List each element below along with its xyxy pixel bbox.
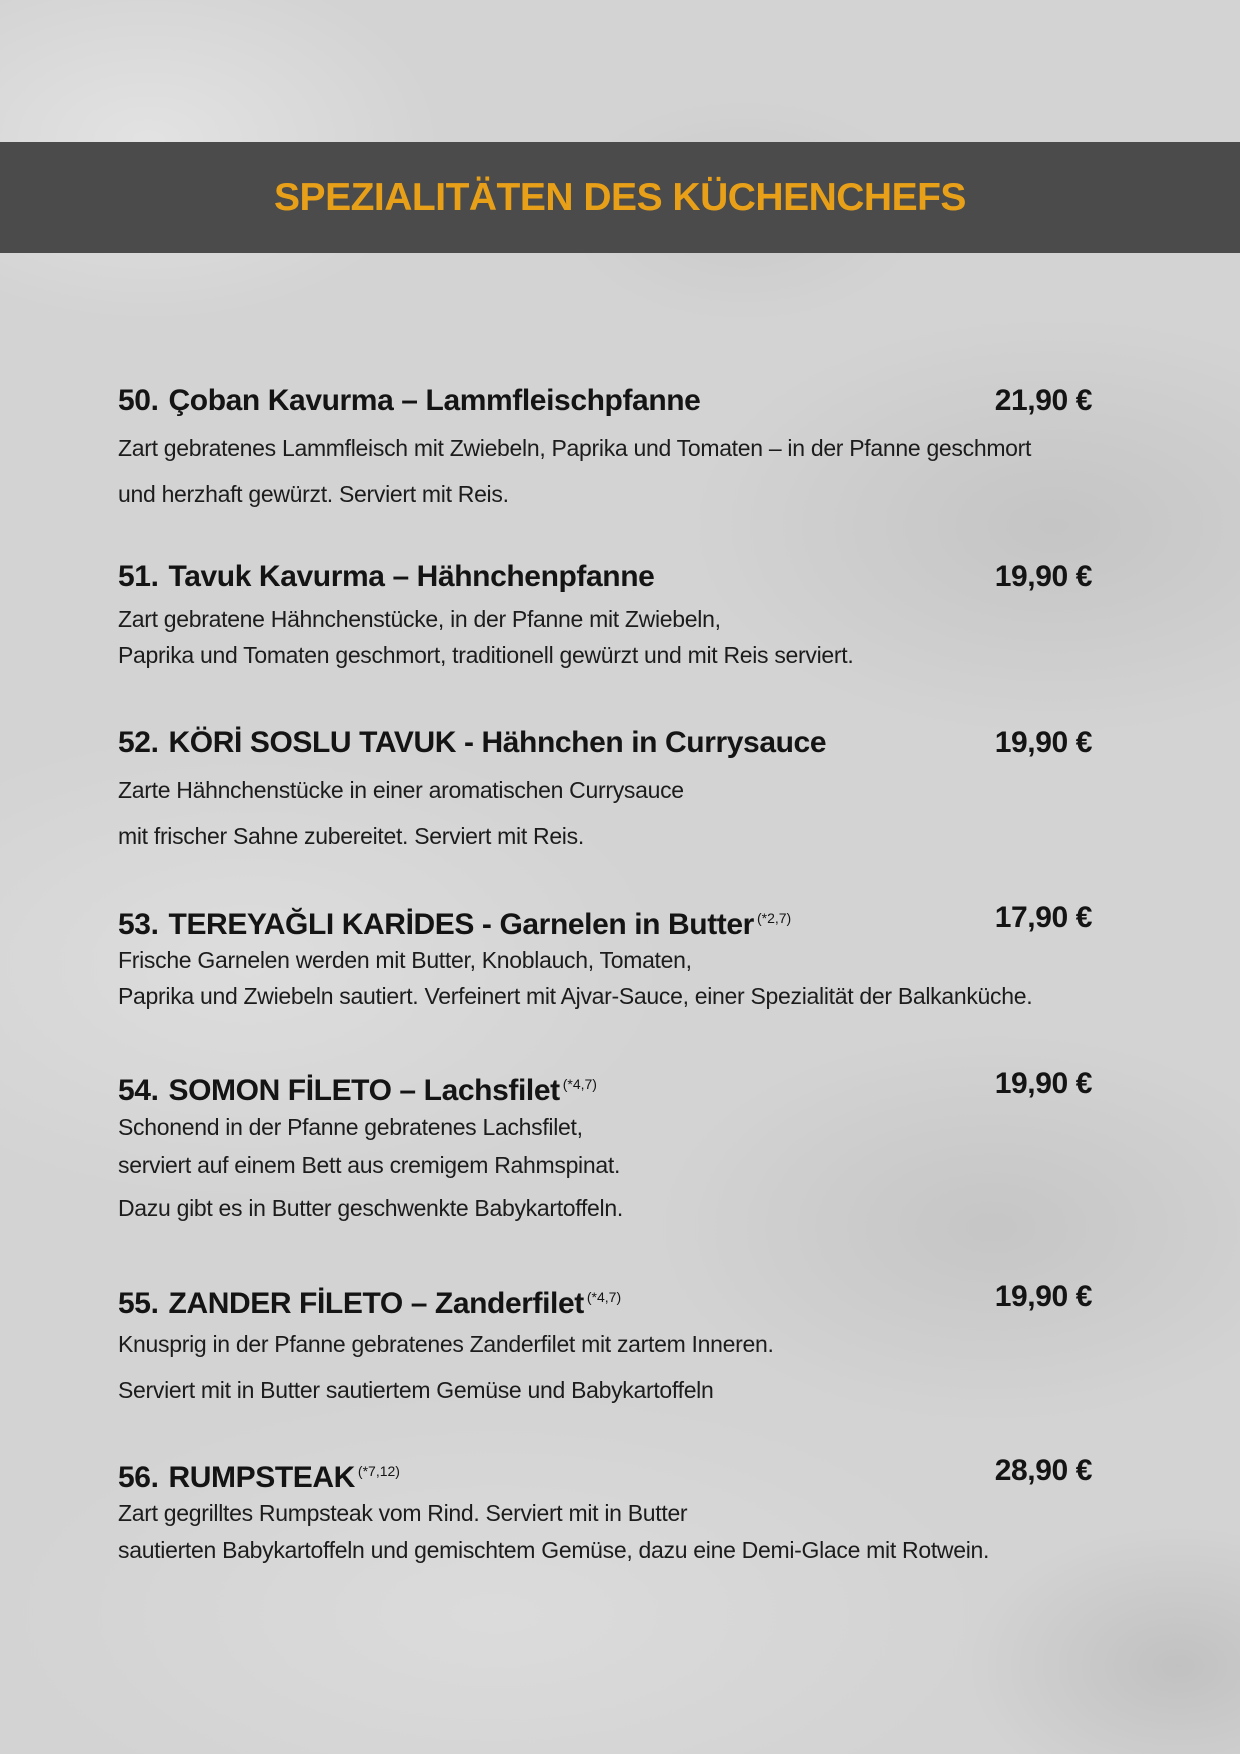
- dish-description: [118, 767, 1118, 859]
- dish-number: 52.: [118, 726, 159, 759]
- description-line: Zart gebratene Hähnchenstücke, in der Pfanne mit Zwiebeln,: [118, 606, 721, 632]
- description-line: Paprika und Tomaten geschmort, traditionell gewürzt und mit Reis serviert.: [118, 642, 854, 668]
- dish-title: Tavuk Kavurma – Hähnchenpfanne: [168, 560, 655, 593]
- menu-item: [118, 381, 1118, 517]
- dish-description: [118, 942, 1118, 1014]
- description-line: Serviert mit in Butter sautiertem Gemüse und Babykartoffeln: [118, 1377, 714, 1403]
- dish-price: 19,90 €: [994, 726, 1092, 759]
- dish-description: [118, 1108, 1118, 1232]
- description-line: Schonend in der Pfanne gebratenes Lachsfilet,: [118, 1114, 583, 1140]
- menu-item: [118, 1064, 1118, 1232]
- description-line: sautierten Babykartoffeln und gemischtem Gemüse, dazu eine Demi-Glace mit Rotwein.: [118, 1537, 990, 1563]
- allergen-note: (*4,7): [562, 1076, 597, 1092]
- dish-title: SOMON FİLETO – Lachsfilet: [168, 1074, 560, 1107]
- allergen-note: (*4,7): [586, 1289, 622, 1305]
- description-line: Zart gegrilltes Rumpsteak vom Rind. Serviert mit in Butter: [118, 1500, 688, 1526]
- dish-name: [118, 381, 700, 421]
- description-line: Dazu gibt es in Butter geschwenkte Babykartoffeln.: [118, 1195, 623, 1221]
- dish-price: 19,90 €: [994, 1067, 1092, 1100]
- dish-title: TEREYAĞLI KARİDES - Garnelen in Butter: [168, 908, 754, 941]
- dish-number: 51.: [118, 560, 159, 593]
- dish-price: 28,90 €: [994, 1454, 1092, 1487]
- dish-name: [118, 723, 826, 763]
- section-title: SPEZIALITÄTEN DES KÜCHENCHEFS: [274, 175, 966, 219]
- dish-description: [118, 1495, 1118, 1569]
- dish-name: [118, 1277, 621, 1324]
- menu-item: [118, 1277, 1118, 1413]
- dish-price: 21,90 €: [994, 384, 1092, 417]
- dish-number: 56.: [118, 1461, 159, 1494]
- allergen-note: (*2,7): [756, 910, 792, 926]
- description-line: Zart gebratenes Lammfleisch mit Zwiebeln, Paprika und Tomaten – in der Pfanne geschmort: [118, 435, 1032, 461]
- description-line: und herzhaft gewürzt. Serviert mit Reis.: [118, 481, 509, 507]
- dish-description: [118, 601, 1118, 673]
- dish-title: ZANDER FİLETO – Zanderfilet: [168, 1287, 584, 1320]
- description-line: Paprika und Zwiebeln sautiert. Verfeinert mit Ajvar-Sauce, einer Spezialität der Balkanküche.: [118, 983, 1033, 1009]
- dish-name: [118, 898, 791, 945]
- dish-title: Çoban Kavurma – Lammfleischpfanne: [168, 384, 701, 417]
- description-line: Frische Garnelen werden mit Butter, Knoblauch, Tomaten,: [118, 947, 692, 973]
- dish-name: [118, 557, 654, 597]
- dish-title: RUMPSTEAK: [168, 1461, 355, 1494]
- menu-item: [118, 898, 1118, 1014]
- dish-number: 55.: [118, 1287, 159, 1320]
- menu-item: [118, 557, 1118, 673]
- dish-number: 54.: [118, 1074, 159, 1107]
- dish-title: KÖRİ SOSLU TAVUK - Hähnchen in Currysauce: [168, 726, 827, 759]
- dish-number: 53.: [118, 908, 159, 941]
- description-line: mit frischer Sahne zubereitet. Serviert mit Reis.: [118, 823, 584, 849]
- allergen-note: (*7,12): [357, 1463, 400, 1479]
- menu-item: [118, 723, 1118, 859]
- dish-name: [118, 1451, 400, 1498]
- dish-price: 19,90 €: [994, 560, 1092, 593]
- section-header-banner: [0, 142, 1240, 253]
- dish-name: [118, 1064, 597, 1111]
- dish-description: [118, 1321, 1118, 1413]
- description-line: serviert auf einem Bett aus cremigem Rahmspinat.: [118, 1152, 621, 1178]
- description-line: Knusprig in der Pfanne gebratenes Zanderfilet mit zartem Inneren.: [118, 1331, 774, 1357]
- dish-price: 17,90 €: [994, 901, 1092, 934]
- menu-item: [118, 1451, 1118, 1569]
- description-line: Zarte Hähnchenstücke in einer aromatischen Currysauce: [118, 777, 684, 803]
- dish-number: 50.: [118, 384, 159, 417]
- dish-price: 19,90 €: [994, 1280, 1092, 1313]
- dish-description: [118, 425, 1118, 517]
